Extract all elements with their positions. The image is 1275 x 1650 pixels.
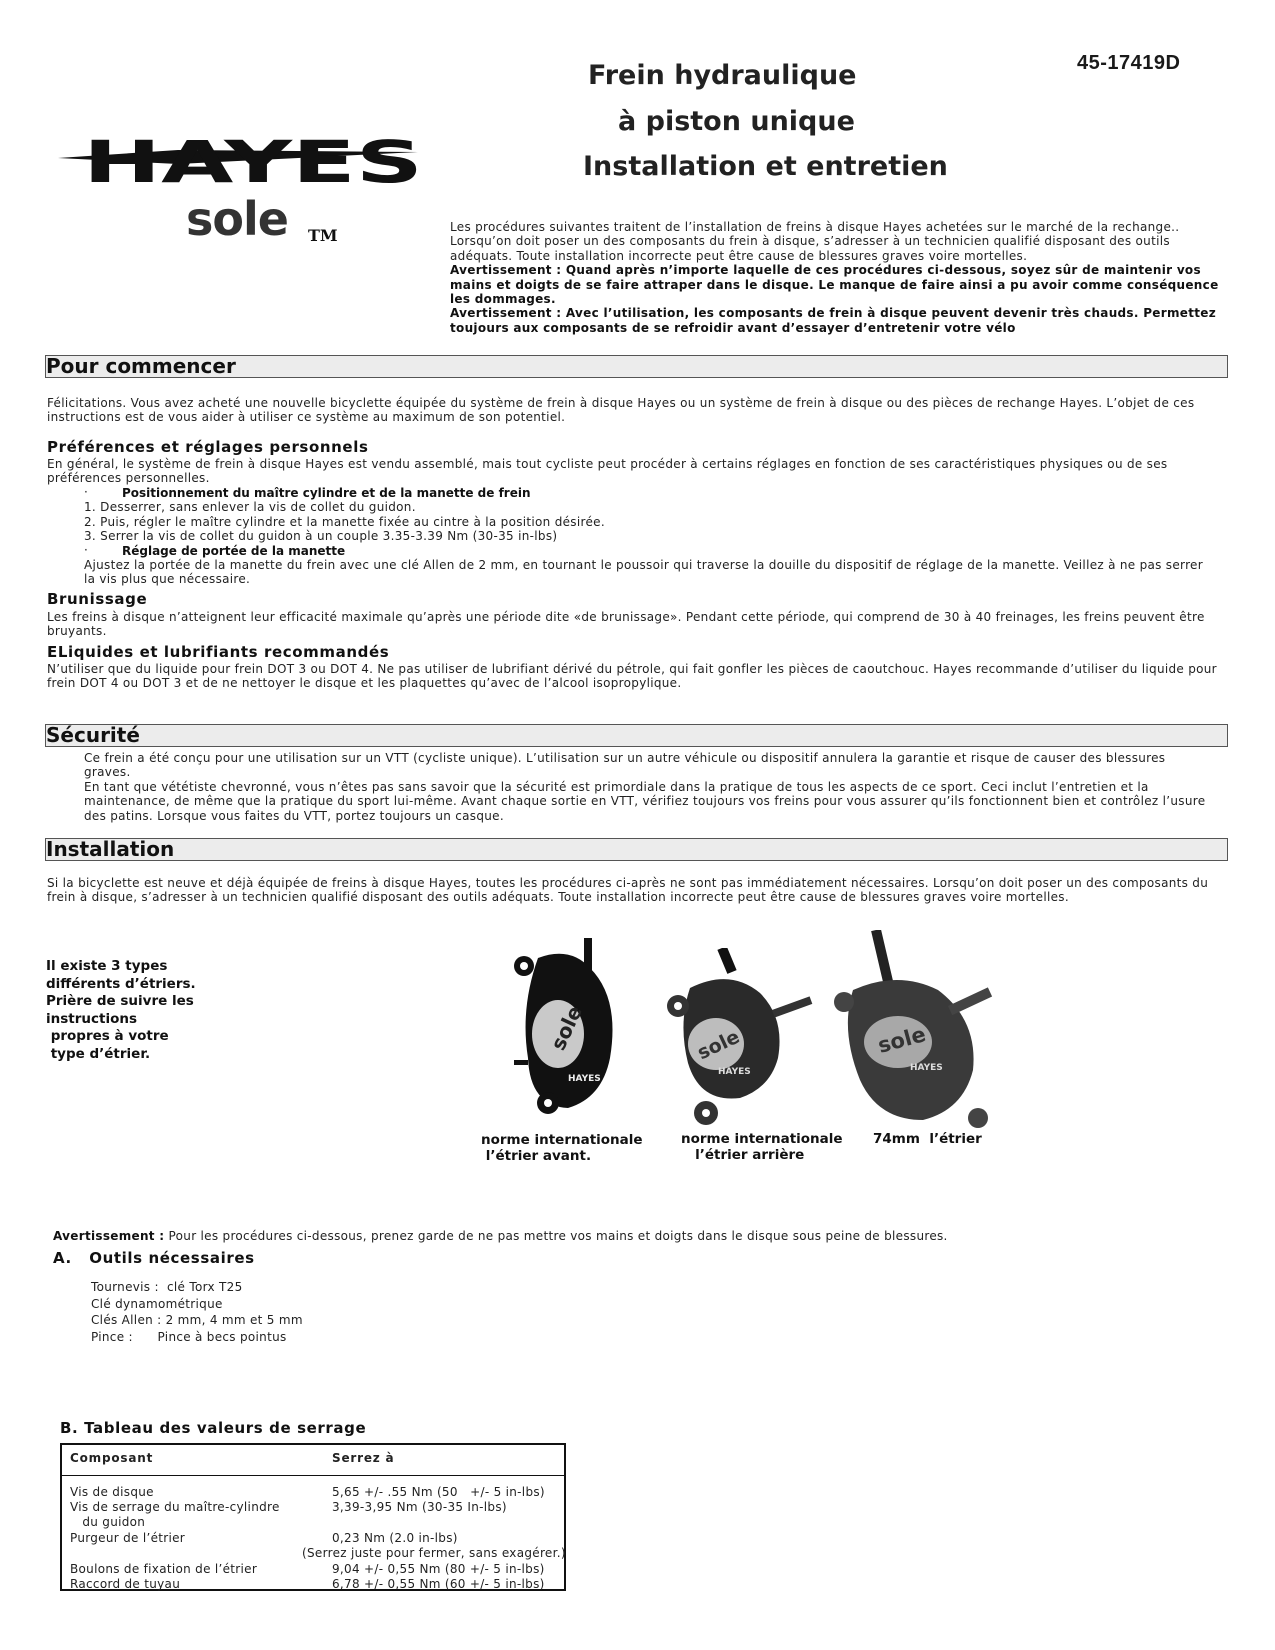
tool-item: Tournevis : clé Torx T25 bbox=[91, 1280, 243, 1294]
section-header-safety bbox=[45, 724, 1228, 747]
procedure-warning bbox=[53, 1229, 1233, 1243]
intro-warning-2: Avertissement : Avec l’utilisation, les composants de frein à disque peuvent devenir très chauds. Permettez toujours aux composants de se refroidir avant d’essayer d’entretenir votre vélo bbox=[450, 306, 1216, 335]
torque-column-header-component: Composant bbox=[70, 1451, 154, 1465]
types-line: Il existe 3 types bbox=[46, 958, 168, 974]
torque-row-name: Vis de serrage du maître-cylindre bbox=[70, 1500, 280, 1514]
step-3: 3. Serrer la vis de collet du guidon à un couple 3.35-3.39 Nm (30-35 in-lbs) bbox=[84, 529, 558, 543]
types-line: Prière de suivre les bbox=[46, 993, 194, 1009]
torque-row-value: 6,78 +/- 0,55 Nm (60 +/- 5 in-lbs) bbox=[332, 1577, 545, 1591]
svg-text:sole: sole bbox=[694, 1025, 744, 1065]
types-line: instructions bbox=[46, 1010, 137, 1027]
warning-label: Avertissement : bbox=[53, 1229, 165, 1243]
bedding-heading: Brunissage bbox=[47, 590, 148, 608]
intro-paragraph: Les procédures suivantes traitent de l’installation de freins à disque Hayes achetées sur le marché de la rechange.. Lorsqu’on doit poser un des composants du frein à disque, s’adresser à un technicien qualifié disposant des outils adéquats. Toute installation incorrecte peut être cause de blessures graves voire mortelles. bbox=[450, 220, 1180, 263]
preferences-heading: Préférences et réglages personnels bbox=[47, 438, 369, 456]
torque-row-value: 0,23 Nm (2.0 in-lbs) bbox=[332, 1531, 458, 1545]
installation-paragraph: Si la bicyclette est neuve et déjà équipée de freins à disque Hayes, toutes les procédures ci-après ne sont pas immédiatement nécessaires. Lorsqu’on doit poser un des composants du frein à disque, s’adresser à un technicien qualifié disposant des outils adéquats. Toute installation incorrecte peut être cause de blessures graves voire mortelles. bbox=[47, 876, 1209, 905]
fluids-heading: ELiquides et lubrifiants recommandés bbox=[47, 643, 390, 661]
safety-paragraph-1: Ce frein a été conçu pour une utilisation sur un VTT (cycliste unique). L’utilisation sur un autre véhicule ou dispositif annulera la garantie et risque de causer des blessures graves. bbox=[84, 751, 1166, 780]
tools-list bbox=[91, 1279, 303, 1345]
torque-row-value: 3,39-3,95 Nm (30-35 In-lbs) bbox=[332, 1500, 507, 1514]
types-line: propres à votre bbox=[46, 1028, 169, 1044]
step-2: 2. Puis, régler le maître cylindre et la manette fixée au cintre à la position désirée. bbox=[84, 515, 605, 529]
bullet-marker-1: · bbox=[84, 485, 89, 499]
front-caliper-image bbox=[510, 938, 640, 1123]
caption-rear-caliper bbox=[681, 1131, 843, 1163]
caliper-74mm-image bbox=[828, 930, 1008, 1130]
torque-row-name: Purgeur de l’étrier bbox=[70, 1531, 186, 1545]
intro-warning-1: Avertissement : Quand après n’importe laquelle de ces procédures ci-dessous, soyez sûr de maintenir vos mains et doigts de se faire attraper dans le disque. Le manque de faire ainsi a pu avoir comme conséquence les dommages. bbox=[450, 263, 1219, 307]
svg-text:HAYES: HAYES bbox=[718, 1067, 751, 1077]
torque-heading: B. Tableau des valeurs de serrage bbox=[60, 1419, 367, 1437]
svg-text:HAYES: HAYES bbox=[83, 128, 423, 196]
document-number: 45-17419D bbox=[1077, 52, 1181, 74]
types-line: type d’étrier. bbox=[46, 1045, 151, 1062]
caption-front-caliper bbox=[481, 1132, 643, 1164]
bullet-master-cylinder: Positionnement du maître cylindre et de la manette de frein bbox=[122, 486, 531, 500]
step-1: 1. Desserrer, sans enlever la vis de collet du guidon. bbox=[84, 500, 416, 514]
section-header-start bbox=[45, 355, 1228, 378]
caption-line: l’étrier arrière bbox=[681, 1147, 805, 1163]
tool-item: Pince : Pince à becs pointus bbox=[91, 1329, 287, 1344]
intro-block bbox=[450, 220, 1230, 335]
hayes-sole-logo bbox=[58, 128, 438, 258]
caliper-types-note bbox=[46, 958, 216, 1063]
torque-column-header-value: Serrez à bbox=[332, 1451, 395, 1465]
svg-text:HAYES: HAYES bbox=[568, 1074, 601, 1084]
preferences-paragraph: En général, le système de frein à disque Hayes est vendu assemblé, mais tout cycliste peut procéder à certains réglages en fonction de ses caractéristiques physiques ou de ses préférences personnelles. bbox=[47, 457, 1168, 486]
torque-row-name: Boulons de fixation de l’étrier bbox=[70, 1562, 258, 1576]
bullet-marker-2: · bbox=[84, 543, 89, 557]
torque-row-value: 9,04 +/- 0,55 Nm (80 +/- 5 in-lbs) bbox=[332, 1562, 545, 1576]
svg-text:HAYES: HAYES bbox=[910, 1063, 943, 1073]
svg-text:sole: sole bbox=[875, 1022, 929, 1058]
section-title-start: Pour commencer bbox=[46, 354, 236, 378]
torque-table bbox=[60, 1443, 566, 1591]
caption-74mm-caliper: 74mm l’étrier bbox=[873, 1131, 982, 1147]
start-paragraph: Félicitations. Vous avez acheté une nouvelle bicyclette équipée du système de frein à disque Hayes ou un système de frein à disque ou des pièces de rechange Hayes. L’objet de ces instructions est de vous aider à utiliser ce système au maximum de son potentiel. bbox=[47, 396, 1195, 425]
section-header-installation bbox=[45, 838, 1228, 861]
torque-header-divider bbox=[62, 1475, 564, 1476]
bullet-lever-reach: Réglage de portée de la manette bbox=[122, 544, 346, 558]
svg-text:sole: sole bbox=[186, 192, 288, 246]
caption-line: norme internationale bbox=[681, 1131, 843, 1147]
torque-row-name: Vis de disque bbox=[70, 1485, 154, 1499]
caption-line: norme internationale bbox=[481, 1132, 643, 1148]
caption-line: l’étrier avant. bbox=[481, 1148, 592, 1164]
bedding-paragraph: Les freins à disque n’atteignent leur efficacité maximale qu’après une période dite «de brunissage». Pendant cette période, qui comprend de 30 à 40 freinages, les freins peuvent être bruyants. bbox=[47, 610, 1205, 639]
title-line-1: Frein hydraulique bbox=[588, 60, 857, 91]
tools-heading: A. Outils nécessaires bbox=[53, 1249, 255, 1267]
types-line: différents d’étriers. bbox=[46, 975, 196, 992]
section-title-installation: Installation bbox=[46, 837, 175, 861]
tool-item: Clés Allen : 2 mm, 4 mm et 5 mm bbox=[91, 1313, 303, 1327]
torque-row-note: (Serrez juste pour fermer, sans exagérer.) bbox=[302, 1546, 566, 1560]
svg-text:sole: sole bbox=[545, 1001, 587, 1054]
torque-row-value: 5,65 +/- .55 Nm (50 +/- 5 in-lbs) bbox=[332, 1485, 545, 1499]
hayes-logo-graphic bbox=[58, 128, 438, 258]
title-line-3: Installation et entretien bbox=[583, 151, 948, 182]
svg-text:TM: TM bbox=[308, 226, 338, 245]
fluids-paragraph: N’utiliser que du liquide pour frein DOT 3 ou DOT 4. Ne pas utiliser de lubrifiant dérivé du pétrole, qui fait gonfler les pièces de caoutchouc. Hayes recommande d’utiliser du liquide pour frein DOT 4 ou DOT 3 et de ne nettoyer le disque et les plaquettes qu’avec de l’alcool isopropylique. bbox=[47, 662, 1217, 691]
safety-paragraph-2: En tant que vététiste chevronné, vous n’êtes pas sans savoir que la sécurité est primordiale dans la pratique de tous les aspects de ce sport. Ceci inclut l’entretien et la maintenance, de même que la pratique du sport lui-même. Avant chaque sortie en VTT, vérifiez toujours vos freins pour vous assurer qu’ils fonctionnent bien et contrôlez l’usure des patins. Lorsque vous faites du VTT, portez toujours un casque. bbox=[84, 780, 1206, 823]
torque-row-name: Raccord de tuyau bbox=[70, 1577, 181, 1591]
reach-paragraph: Ajustez la portée de la manette du frein avec une clé Allen de 2 mm, en tournant le poussoir qui traverse la douille du dispositif de réglage de la manette. Veillez à ne pas serrer la vis plus que nécessaire. bbox=[84, 558, 1203, 587]
warning-text: Pour les procédures ci-dessous, prenez garde de ne pas mettre vos mains et doigts dans le disque sous peine de blessures. bbox=[164, 1229, 948, 1243]
title-line-2: à piston unique bbox=[618, 106, 855, 137]
section-title-safety: Sécurité bbox=[46, 723, 140, 747]
torque-row-name-continued: du guidon bbox=[70, 1515, 146, 1529]
tool-item: Clé dynamométrique bbox=[91, 1296, 223, 1311]
rear-caliper-image bbox=[660, 948, 820, 1128]
